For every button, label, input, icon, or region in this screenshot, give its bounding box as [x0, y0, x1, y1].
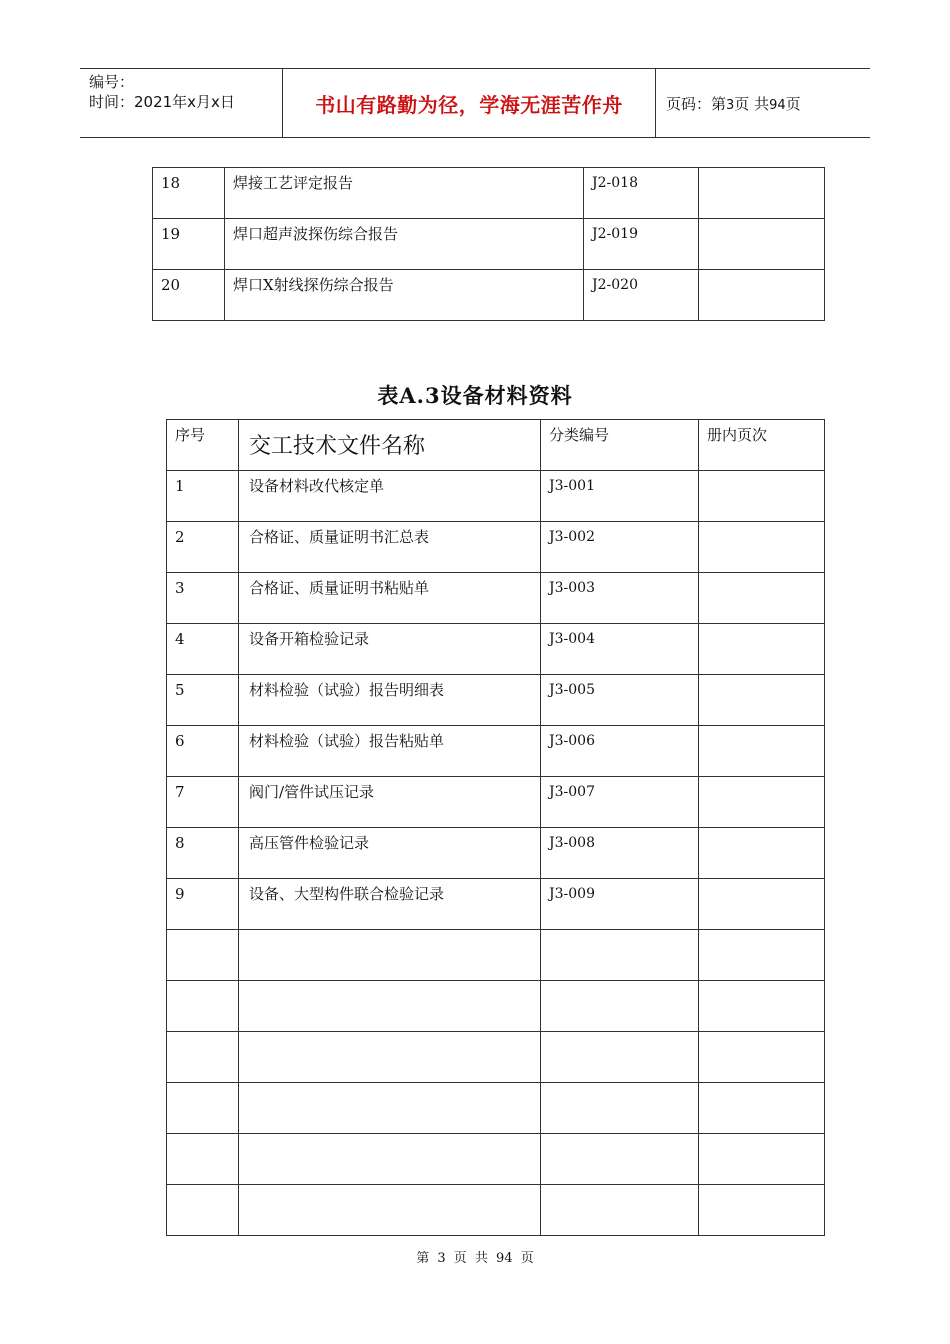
- header-meta: [80, 69, 283, 137]
- document-name: [239, 1134, 541, 1185]
- document-name: 材料检验（试验）报告明细表: [239, 675, 541, 726]
- welding-table: [152, 167, 825, 321]
- table-row: [153, 219, 825, 270]
- document-name: 高压管件检验记录: [239, 828, 541, 879]
- header-pages: 册内页次: [699, 420, 825, 471]
- page-count: [699, 981, 825, 1032]
- category-code: J3-008: [541, 828, 699, 879]
- page-current: 3: [726, 97, 735, 113]
- row-number: [167, 1185, 239, 1236]
- category-code: [541, 1032, 699, 1083]
- page-count: [699, 624, 825, 675]
- category-code: J3-001: [541, 471, 699, 522]
- table-row: [167, 573, 825, 624]
- page-count: [699, 1185, 825, 1236]
- table-title: 表A.3设备材料资料: [377, 383, 573, 408]
- row-number: 9: [167, 879, 239, 930]
- category-code: J3-007: [541, 777, 699, 828]
- page-count: [699, 270, 825, 321]
- table-row: [167, 675, 825, 726]
- document-name: 焊口X射线探伤综合报告: [225, 270, 584, 321]
- table-row: [153, 168, 825, 219]
- document-name: 材料检验（试验）报告粘贴单: [239, 726, 541, 777]
- row-number: [167, 1134, 239, 1185]
- category-code: [541, 981, 699, 1032]
- category-code: J3-002: [541, 522, 699, 573]
- page-count: [699, 471, 825, 522]
- row-number: 7: [167, 777, 239, 828]
- table-row: [167, 828, 825, 879]
- table-row: [167, 1032, 825, 1083]
- category-code: J3-009: [541, 879, 699, 930]
- table-row: [167, 1185, 825, 1236]
- row-number: 2: [167, 522, 239, 573]
- page-header: [80, 68, 870, 138]
- row-number: 19: [153, 219, 225, 270]
- table-header-row: [167, 420, 825, 471]
- table-row: [167, 1083, 825, 1134]
- category-code: J3-003: [541, 573, 699, 624]
- document-name: 设备、大型构件联合检验记录: [239, 879, 541, 930]
- page-total: 94: [769, 97, 786, 113]
- row-number: 3: [167, 573, 239, 624]
- row-number: 1: [167, 471, 239, 522]
- header-motto-cell: [283, 69, 656, 137]
- motto: 书山有路勤为径，学海无涯苦作舟: [315, 92, 623, 117]
- row-number: 6: [167, 726, 239, 777]
- row-number: [167, 1083, 239, 1134]
- category-code: [541, 1134, 699, 1185]
- row-number: [167, 981, 239, 1032]
- table-row: [167, 624, 825, 675]
- document-name: 阀门/管件试压记录: [239, 777, 541, 828]
- table-row: [167, 930, 825, 981]
- category-code: J2-019: [584, 219, 699, 270]
- table-row: [167, 522, 825, 573]
- document-name: 设备开箱检验记录: [239, 624, 541, 675]
- document-name: 合格证、质量证明书汇总表: [239, 522, 541, 573]
- page-count: [699, 675, 825, 726]
- table-row: [167, 726, 825, 777]
- document-name: [239, 1032, 541, 1083]
- category-code: J3-005: [541, 675, 699, 726]
- document-number-label: 编号：: [89, 73, 135, 91]
- category-code: J3-006: [541, 726, 699, 777]
- page-footer: 第 3 页 共 94 页: [416, 1251, 534, 1266]
- category-code: [541, 1185, 699, 1236]
- category-code: J3-004: [541, 624, 699, 675]
- page-count: [699, 573, 825, 624]
- table-row: [167, 471, 825, 522]
- page-code: 页码：第3页 共94页: [666, 94, 801, 113]
- document-name: 合格证、质量证明书粘贴单: [239, 573, 541, 624]
- row-number: [167, 1032, 239, 1083]
- row-number: [167, 930, 239, 981]
- category-code: [541, 930, 699, 981]
- document-name: 焊口超声波探伤综合报告: [225, 219, 584, 270]
- header-name: 交工技术文件名称: [239, 420, 541, 471]
- page-count: [699, 1083, 825, 1134]
- table-row: [167, 1134, 825, 1185]
- row-number: 4: [167, 624, 239, 675]
- table-row: [153, 270, 825, 321]
- category-code: [541, 1083, 699, 1134]
- document-name: 设备材料改代核定单: [239, 471, 541, 522]
- page-count: [699, 522, 825, 573]
- row-number: 18: [153, 168, 225, 219]
- equipment-materials-table: [166, 419, 825, 1236]
- document-name: [239, 1083, 541, 1134]
- page-count: [699, 726, 825, 777]
- header-page-cell: [656, 69, 870, 137]
- page-count: [699, 828, 825, 879]
- page-count: [699, 1134, 825, 1185]
- category-code: J2-018: [584, 168, 699, 219]
- header-no: 序号: [167, 420, 239, 471]
- page-count: [699, 168, 825, 219]
- document-name: [239, 981, 541, 1032]
- document-time: 时间：2021年x月x日: [89, 93, 235, 111]
- document-name: [239, 1185, 541, 1236]
- table-row: [167, 981, 825, 1032]
- row-number: 5: [167, 675, 239, 726]
- page-count: [699, 219, 825, 270]
- row-number: 20: [153, 270, 225, 321]
- header-code: 分类编号: [541, 420, 699, 471]
- table-row: [167, 879, 825, 930]
- page-count: [699, 1032, 825, 1083]
- document-name: [239, 930, 541, 981]
- table-row: [167, 777, 825, 828]
- page-count: [699, 879, 825, 930]
- page-count: [699, 930, 825, 981]
- row-number: 8: [167, 828, 239, 879]
- category-code: J2-020: [584, 270, 699, 321]
- page-count: [699, 777, 825, 828]
- document-name: 焊接工艺评定报告: [225, 168, 584, 219]
